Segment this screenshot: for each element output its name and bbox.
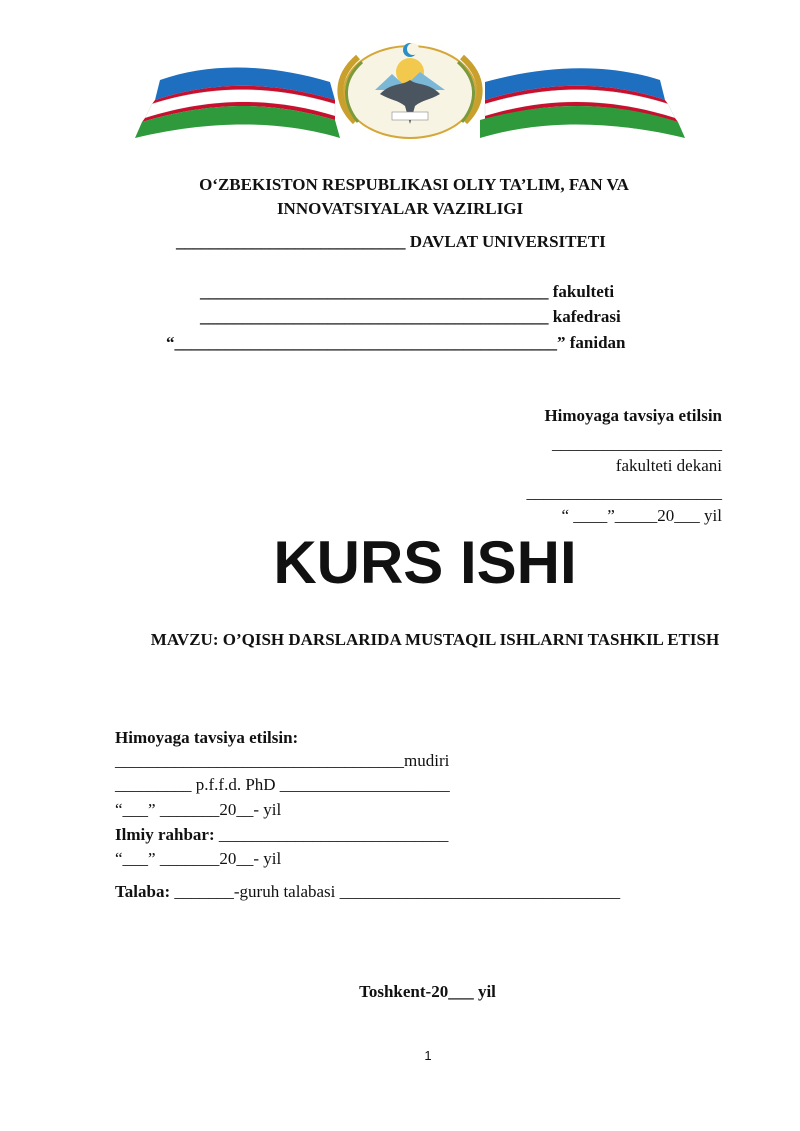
- flag-right: [480, 68, 685, 138]
- city-year: Toshkent-20___ yil: [359, 982, 496, 1001]
- faculty-line: _________________________________________ fakulteti: [200, 282, 615, 301]
- student-line: [115, 882, 620, 902]
- subject-line: “_____________________________________________” fanidan: [166, 333, 626, 352]
- topic-title: MAVZU: O’QISH DARSLARIDA MUSTAQIL ISHLARNI TASHKIL ETISH: [150, 630, 720, 649]
- dean-name-blank: _______________________: [526, 483, 722, 502]
- defense-title: Himoyaga tavsiya etilsin:: [115, 728, 299, 747]
- department-head-line: __________________________________mudiri: [115, 751, 450, 770]
- approval-date: “ ____”_____20___ yil: [561, 506, 722, 525]
- defense-date-line: “___” _______20__- yil: [115, 800, 282, 819]
- supervisor-blank: ___________________________: [214, 825, 449, 844]
- degree-line: _________ p.f.f.d. PhD ____________________: [115, 775, 450, 794]
- ministry-title-line2: INNOVATSIYALAR VAZIRLIGI: [276, 199, 524, 218]
- state-emblem-banner: [130, 42, 690, 142]
- approval-title: Himoyaga tavsiya etilsin: [544, 406, 722, 425]
- page-number: 1: [424, 1048, 432, 1063]
- student-label: Talaba:: [115, 882, 171, 901]
- university-line: ___________________________ DAVLAT UNIVERSITETI: [176, 232, 606, 251]
- supervisor-date-line: “___” _______20__- yil: [115, 849, 282, 868]
- dean-label: fakulteti dekani: [615, 456, 722, 475]
- approval-signature-blank: ____________________: [552, 434, 722, 453]
- ministry-title-line1: O‘ZBEKISTON RESPUBLIKASI OLIY TA’LIM, FAN VA: [199, 175, 629, 194]
- department-line: _________________________________________ kafedrasi: [200, 307, 621, 326]
- document-type-title: KURS ISHI: [273, 529, 577, 596]
- flag-left: [135, 67, 340, 138]
- supervisor-line: [115, 825, 448, 845]
- coat-of-arms: [340, 42, 480, 142]
- student-blank: _______-guruh talabasi _________________________________: [170, 882, 621, 901]
- supervisor-label: Ilmiy rahbar:: [115, 825, 215, 844]
